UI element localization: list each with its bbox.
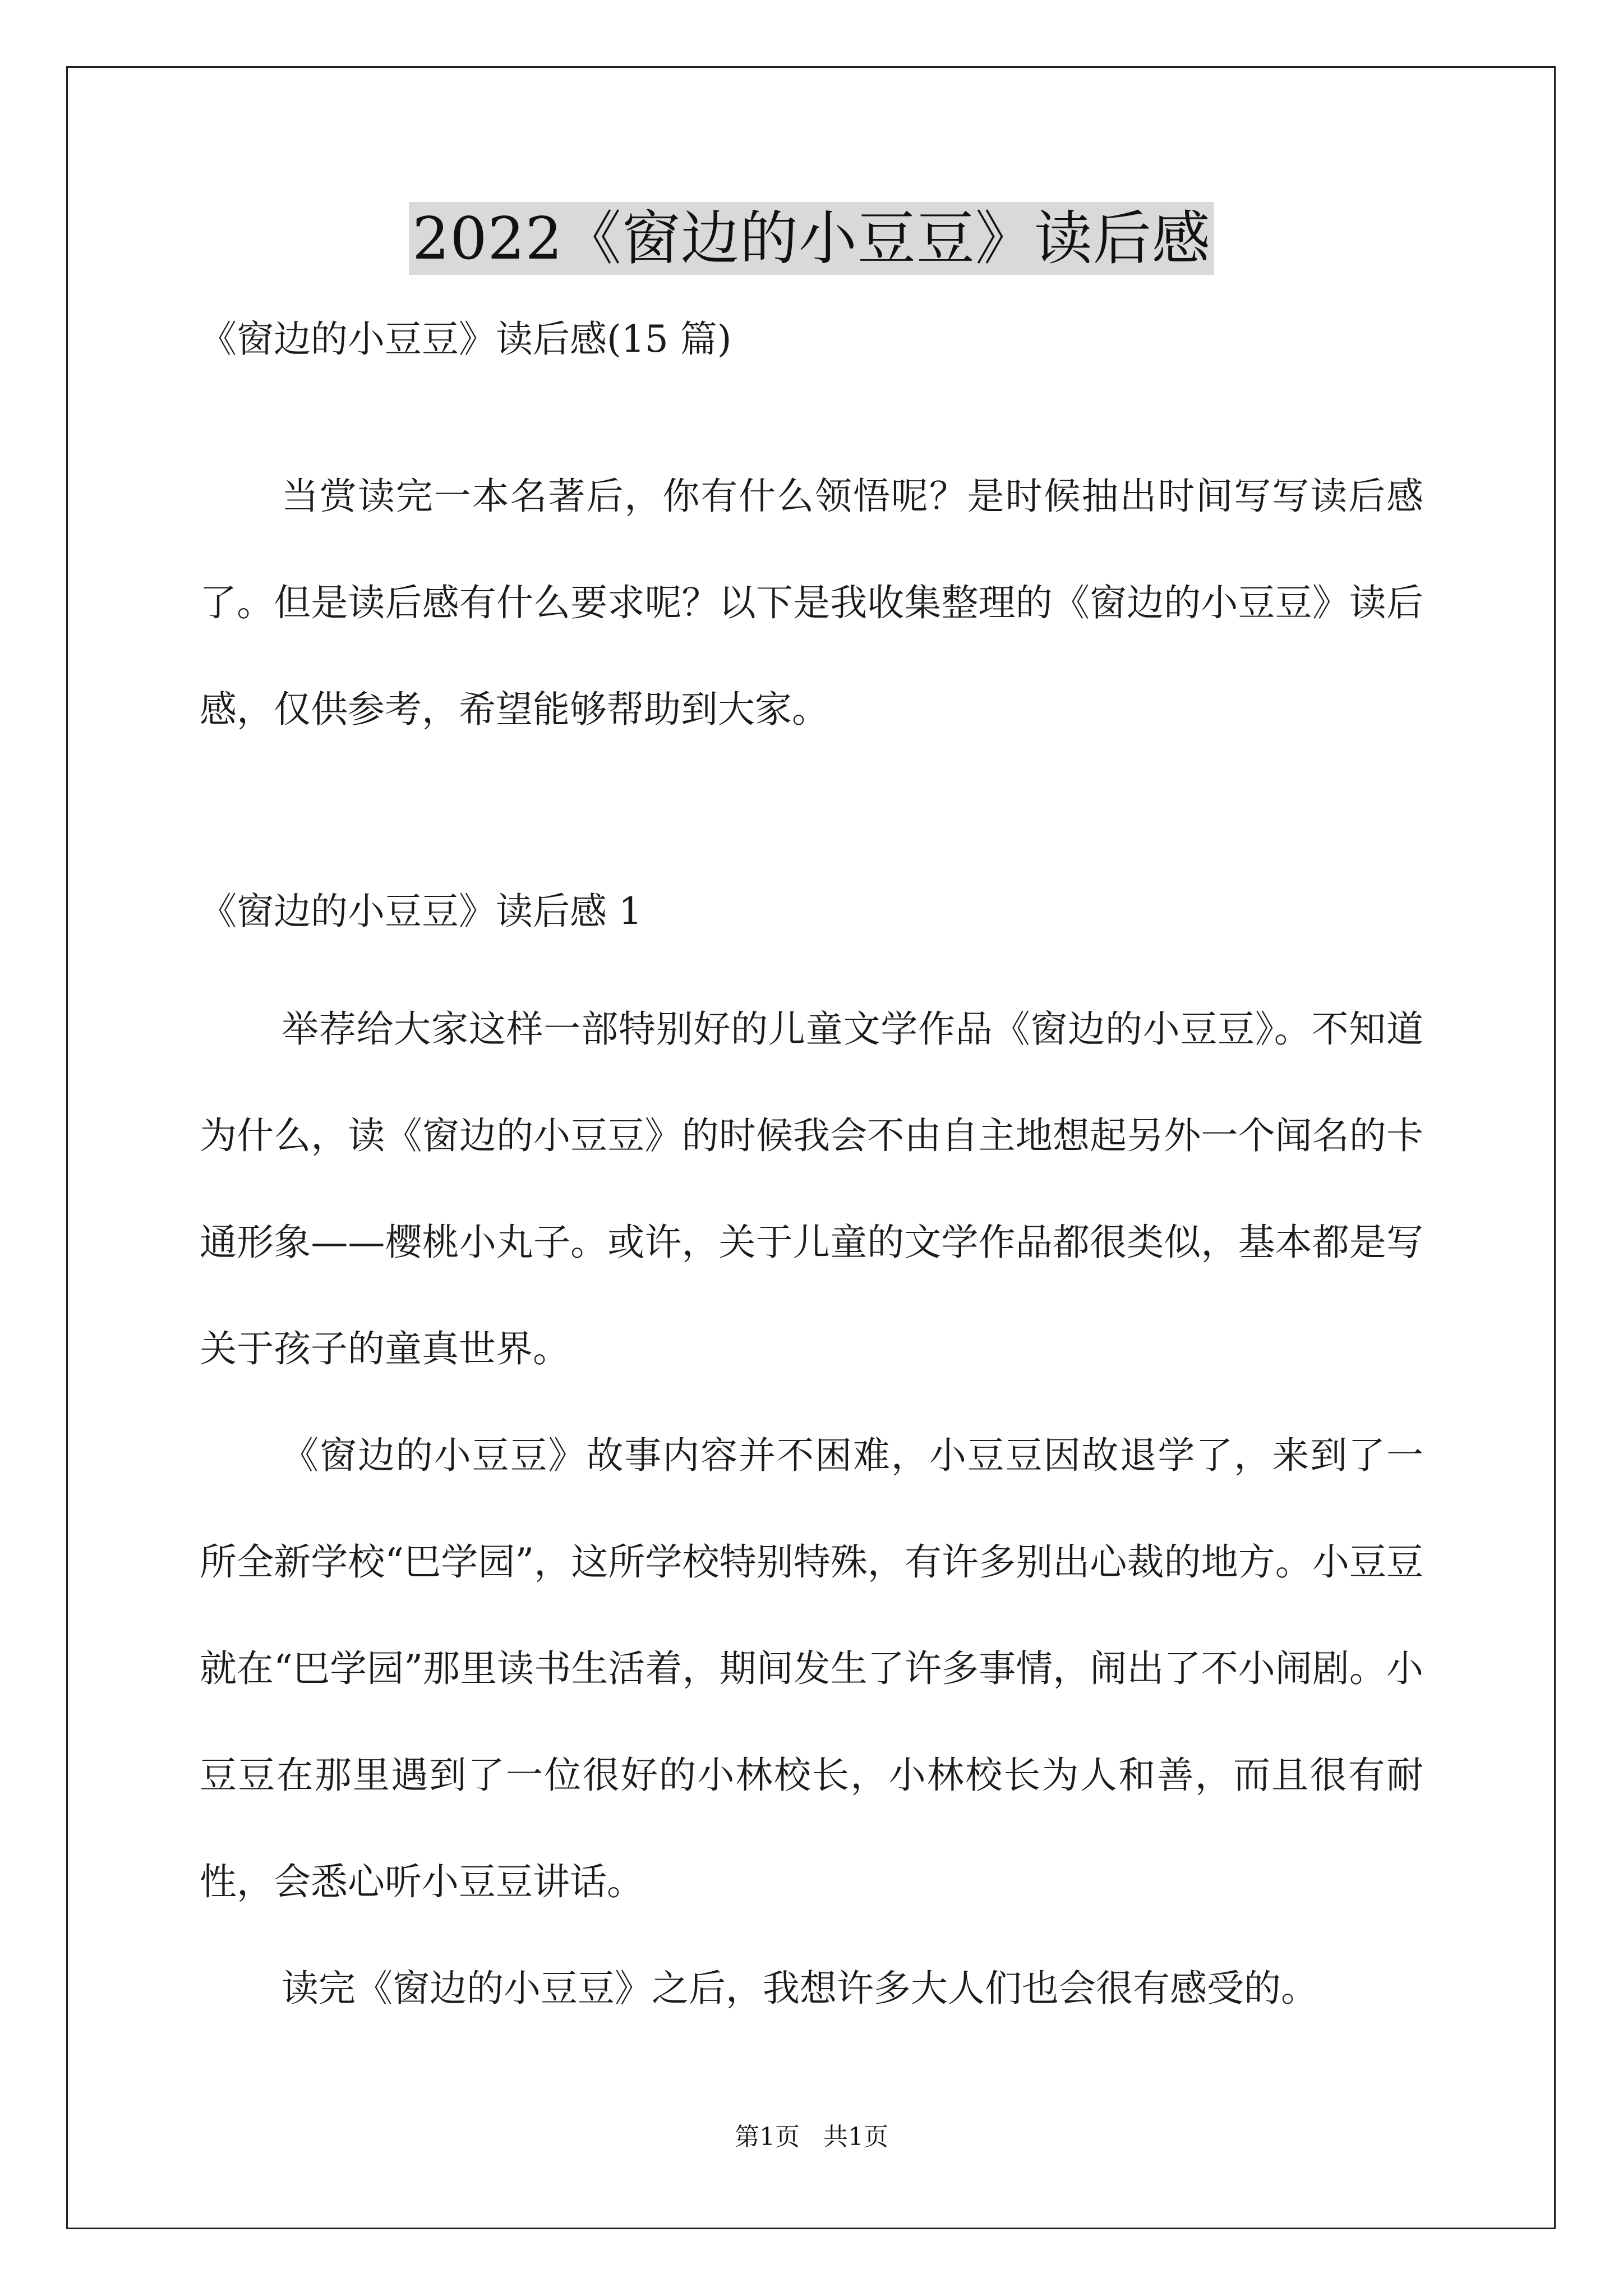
document-title: 2022《窗边的小豆豆》读后感	[409, 202, 1214, 275]
title-container	[0, 202, 1623, 275]
page-footer	[0, 2120, 1623, 2154]
body-paragraph-3: 读完《窗边的小豆豆》之后，我想许多大人们也会很有感受的。	[282, 1967, 1318, 2010]
document-subtitle: 《窗边的小豆豆》读后感(15 篇)	[200, 318, 732, 361]
body-paragraph-2: 《窗边的小豆豆》故事内容并不困难，小豆豆因故退学了，来到了一所全新学校“巴学园”，这所学校特别特殊，有许多别出心裁的地方。小豆豆就在“巴学园”那里读书生活着，期间发生了许多事情，闹出了不小闹剧。小豆豆在那里遇到了一位很好的小林校长，小林校长为人和善，而且很有耐性，会悉心听小豆豆讲话。	[200, 1434, 1423, 1903]
page-number: 第1页	[735, 2123, 800, 2151]
page-total: 共1页	[823, 2123, 888, 2151]
intro-paragraph: 当赏读完一本名著后，你有什么领悟呢？是时候抽出时间写写读后感了。但是读后感有什么要求呢？以下是我收集整理的《窗边的小豆豆》读后感，仅供参考，希望能够帮助到大家。	[200, 475, 1423, 731]
body-paragraph-1: 举荐给大家这样一部特别好的儿童文学作品《窗边的小豆豆》。不知道为什么，读《窗边的小豆豆》的时候我会不由自主地想起另外一个闻名的卡通形象——樱桃小丸子。或许，关于儿童的文学作品都很类似，基本都是写关于孩子的童真世界。	[200, 1007, 1423, 1370]
section-heading: 《窗边的小豆豆》读后感 1	[200, 890, 642, 933]
